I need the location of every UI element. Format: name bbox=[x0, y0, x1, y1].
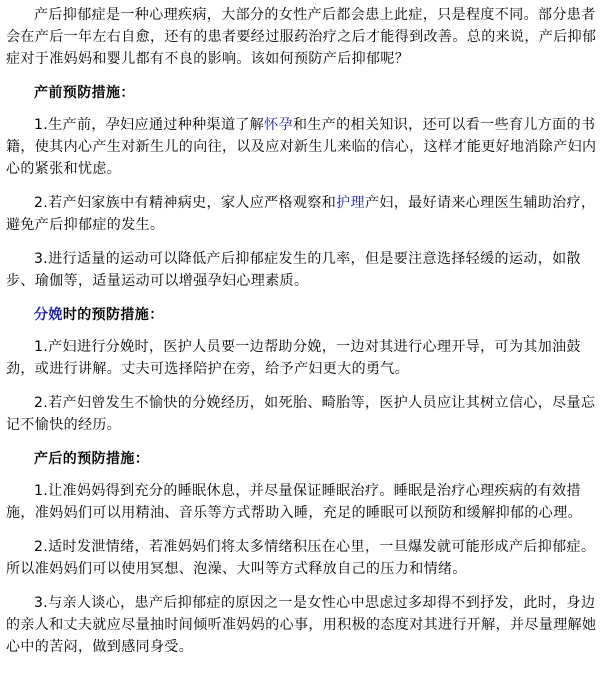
postpartum-item-1: 1.让准妈妈得到充分的睡眠休息，并尽量保证睡眠治疗。睡眠是治疗心理疾病的有效措施，准妈妈们可以用精油、音乐等方式帮助入睡，充足的睡眠可以预防和缓解抑郁的心理。 bbox=[6, 483, 582, 521]
text: 1.生产前，孕妇应通过种种渠道了解 bbox=[34, 117, 265, 133]
section-heading-delivery bbox=[6, 304, 597, 326]
link-delivery[interactable]: 分娩 bbox=[34, 307, 63, 323]
text: 和生产的相关知识，还可以看一些育儿方面的书籍，使其内心产生对新生儿的向往，以及应对新生儿来临的信心，这样才能更好地消除产妇内心的紧张和忧虑。 bbox=[6, 117, 597, 177]
prenatal-item-2 bbox=[6, 192, 597, 236]
link-pregnancy[interactable]: 怀孕 bbox=[264, 117, 293, 133]
prenatal-item-3: 3.进行适量的运动可以降低产后抑郁症发生的几率，但是要注意选择轻缓的运动，如散步、瑜伽等，适量运动可以增强孕妇心理素质。 bbox=[6, 251, 581, 289]
delivery-item-2: 2.若产妇曾发生不愉快的分娩经历，如死胎、畸胎等，医护人员应让其树立信心，尽量忘记不愉快的经历。 bbox=[6, 395, 596, 433]
prenatal-item-1 bbox=[6, 114, 597, 180]
section-heading-prenatal: 产前预防措施： bbox=[34, 85, 135, 101]
section-heading-postpartum: 产后的预防措施： bbox=[34, 451, 150, 467]
text: 2.若产妇家族中有精神病史，家人应严格观察和 bbox=[34, 195, 337, 211]
text: 产妇，最好请来心理医生辅助治疗，避免产后抑郁症的发生。 bbox=[6, 195, 596, 233]
postpartum-item-3: 3.与亲人谈心，患产后抑郁症的原因之一是女性心中思虑过多却得不到抒发，此时，身边的亲人和丈夫就应尽量抽时间倾听准妈妈的心事，用积极的态度对其进行开解，并尽量理解她心中的苦闷，做到感同身受。 bbox=[6, 595, 597, 655]
heading-text: 时的预防措施： bbox=[62, 307, 164, 323]
link-nursing[interactable]: 护理 bbox=[336, 195, 365, 211]
postpartum-item-2: 2.适时发泄情绪，若准妈妈们将太多情绪积压在心里，一旦爆发就可能形成产后抑郁症。所以准妈妈们可以使用冥想、泡澡、大叫等方式释放自己的压力和情绪。 bbox=[6, 539, 596, 577]
intro-paragraph: 产后抑郁症是一种心理疾病，大部分的女性产后都会患上此症，只是程度不同。部分患者会在产后一年左右自愈，还有的患者要经过服药治疗之后才能得到改善。总的来说，产后抑郁症对于准妈妈和婴儿都有不良的影响。该如何预防产后抑郁呢？ bbox=[6, 7, 597, 67]
delivery-item-1: 1.产妇进行分娩时，医护人员要一边帮助分娩，一边对其进行心理开导，可为其加油鼓劲，或进行讲解。丈夫可选择陪护在旁，给予产妇更大的勇气。 bbox=[6, 339, 581, 377]
